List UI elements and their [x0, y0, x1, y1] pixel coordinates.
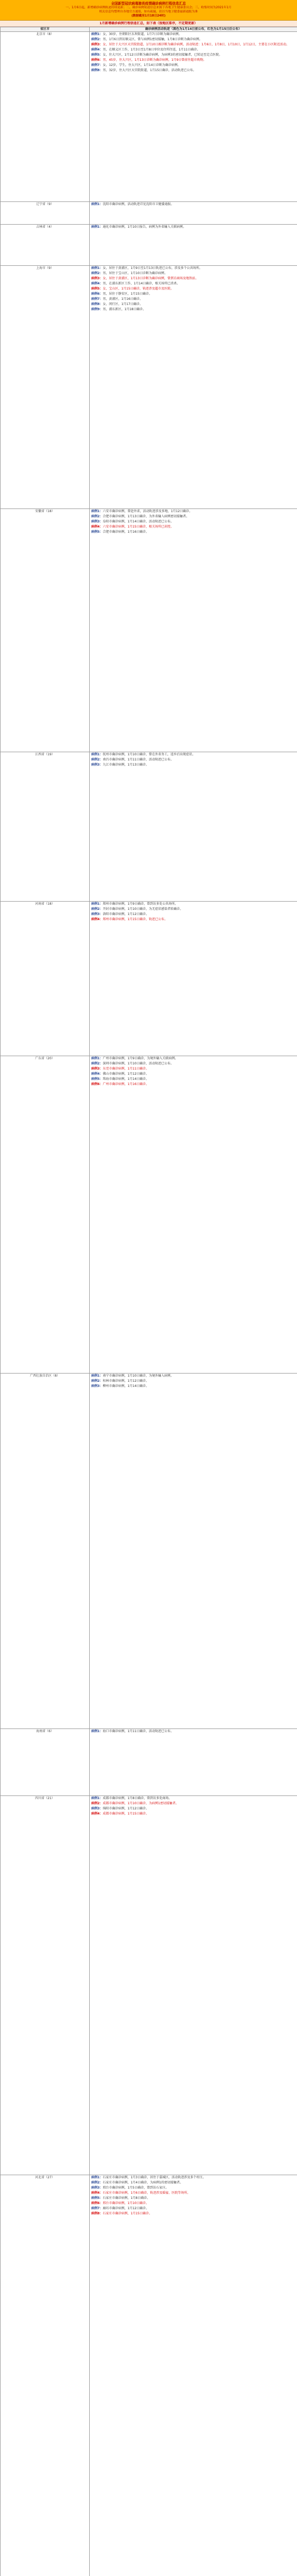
case-text: 洛阳市确诊病例，1月12日确诊。	[103, 912, 149, 917]
case-entry	[91, 297, 295, 301]
province-cell: 江西省（19）	[1, 752, 90, 902]
case-entry	[91, 525, 295, 529]
case-label: 病例5：	[91, 1077, 103, 1081]
case-text: 成都市确诊病例，1月15日确诊。	[103, 1812, 149, 1816]
case-entry	[91, 1797, 295, 1801]
case-entry	[91, 1072, 295, 1076]
table-row	[1, 32, 297, 202]
case-label: 病例2：	[91, 1802, 103, 1806]
cases-cell	[90, 202, 297, 225]
case-entry	[91, 202, 295, 207]
case-text: 男，在浦东新区工作，1月14日确诊，相关场所已消杀。	[103, 282, 180, 286]
case-label: 病例1：	[91, 1730, 103, 1734]
case-text: 绵阳市确诊病例，1月12日确诊。	[103, 1807, 149, 1811]
cases-cell	[90, 509, 297, 752]
case-label: 病例7：	[91, 63, 103, 67]
case-label: 病例8：	[91, 69, 103, 73]
case-label: 病例2：	[91, 1062, 103, 1066]
case-text: 南宁市确诊病例，1月10日确诊，为境外输入病例。	[103, 1374, 174, 1378]
case-text: 成都市确诊病例，1月10日确诊，为病例1密切接触者。	[103, 1802, 179, 1806]
case-text: 女，居住于黄浦区，1月9日至1月13日轨迹已公布，涉及多个公共场所。	[103, 266, 203, 270]
case-label: 病例7：	[91, 297, 103, 301]
table-row	[1, 225, 297, 266]
case-text: 邢台市确诊病例，1月5日确诊，曾到访石家庄。	[103, 2186, 169, 2190]
case-text: 石家庄市确诊病例，1月15日确诊。	[103, 2212, 152, 2216]
case-text: 东莞市确诊病例，1月11日确诊。	[103, 1067, 149, 1071]
case-label: 病例6：	[91, 1082, 103, 1087]
cases-cell	[90, 1374, 297, 1729]
cases-cell	[90, 1796, 297, 2175]
cases-cell	[90, 1056, 297, 1374]
case-text: 广州市确诊病例，1月9日确诊，为境外输入关联病例。	[103, 1057, 178, 1061]
case-entry	[91, 2212, 295, 2216]
province-cell: 四川省（21）	[1, 1796, 90, 2175]
case-label: 病例1：	[91, 202, 103, 207]
case-entry	[91, 1379, 295, 1383]
case-text: 女，闵行区，1月17日确诊。	[103, 302, 143, 307]
case-text: 男，1月6日到访顺义区，曾与病例1密切接触，1月8日诊断为确诊病例。	[103, 38, 203, 42]
case-text: 郑州市确诊病例，1月15日确诊，轨迹已公布。	[103, 918, 168, 922]
case-entry	[91, 1374, 295, 1378]
case-entry	[91, 272, 295, 276]
case-entry	[91, 1057, 295, 1061]
case-text: 海口市确诊病例，1月11日确诊，活动轨迹已公布。	[103, 1730, 174, 1734]
case-label: 病例8：	[91, 2212, 103, 2216]
table-row	[1, 266, 297, 509]
province-cell: 广东省（20）	[1, 1056, 90, 1374]
table-row	[1, 509, 297, 752]
case-label: 病例3：	[91, 1067, 103, 1071]
case-label: 病例1：	[91, 32, 103, 37]
case-text: 佛山市确诊病例，1月12日确诊。	[103, 1072, 149, 1076]
case-entry	[91, 2186, 295, 2190]
case-label: 病例4：	[91, 48, 103, 52]
case-entry	[91, 510, 295, 514]
case-text: 石家庄市确诊病例，1月4日确诊，为病例1的密切接触者。	[103, 2181, 183, 2185]
case-text: 邢台市确诊病例，1月10日确诊。	[103, 2201, 149, 2206]
case-entry	[91, 69, 295, 73]
case-label: 病例3：	[91, 1384, 103, 1388]
case-label: 病例3：	[91, 1807, 103, 1811]
case-entry	[91, 1082, 295, 1087]
case-label: 病例1：	[91, 266, 103, 270]
case-text: 男，32岁，住大兴区天宫院街道，1月15日确诊，活动轨迹已公布。	[103, 69, 196, 73]
case-text: 石家庄市确诊病例，1月3日确诊，居住于藁城区，活动轨迹涉及多个村庄。	[103, 2176, 206, 2180]
case-text: 阜阳市确诊病例，1月14日确诊，活动轨迹已公布。	[103, 520, 174, 524]
case-entry	[91, 515, 295, 519]
case-label: 病例3：	[91, 2186, 103, 2190]
province-cell: 吉林省（4）	[1, 225, 90, 266]
case-text: 合肥市确诊病例，1月13日确诊，为外省输入病例密切接触者。	[103, 515, 189, 519]
case-entry	[91, 53, 295, 57]
case-label: 病例2：	[91, 1379, 103, 1383]
case-table	[0, 27, 297, 2576]
cases-cell	[90, 32, 297, 202]
case-label: 病例2：	[91, 907, 103, 911]
case-text: 六安市确诊病例，1月15日确诊，相关场所已封控。	[103, 525, 174, 529]
case-entry	[91, 32, 295, 37]
table-row	[1, 202, 297, 225]
case-text: 男，居住于静安区，1月15日确诊。	[103, 292, 152, 296]
case-text: 石家庄市确诊病例，1月8日确诊。	[103, 2196, 150, 2200]
case-text: 南昌市确诊病例，1月11日确诊，活动轨迹已公布。	[103, 758, 174, 762]
case-entry	[91, 43, 295, 47]
case-label: 病例2：	[91, 758, 103, 762]
case-entry	[91, 1730, 295, 1734]
case-text: 女，宝山区，1月15日确诊，轨迹涉及超市及医院。	[103, 287, 174, 291]
case-entry	[91, 753, 295, 757]
case-entry	[91, 282, 295, 286]
case-label: 病例2：	[91, 515, 103, 519]
section-banner: 1月新增确诊病例行程信息汇总，如下表（按地区排序，不定期更新）	[0, 21, 297, 27]
case-text: 成都市确诊病例，1月8日确诊，曾到访多处商场。	[103, 1797, 172, 1801]
case-text: 男，黄浦区，1月16日确诊。	[103, 297, 143, 301]
case-label: 病例1：	[91, 1797, 103, 1801]
case-label: 病例6：	[91, 292, 103, 296]
cases-cell	[90, 902, 297, 1056]
case-entry	[91, 918, 295, 922]
province-cell: 广西壮族自治区（8）	[1, 1374, 90, 1729]
case-entry	[91, 292, 295, 296]
table-row	[1, 1056, 297, 1374]
case-text: 合肥市确诊病例，1月16日确诊。	[103, 530, 149, 534]
case-label: 病例7：	[91, 2207, 103, 2211]
province-cell: 河南省（18）	[1, 902, 90, 1056]
case-label: 病例6：	[91, 58, 103, 62]
table-body	[1, 32, 297, 2576]
case-text: 桂林市确诊病例，1月12日确诊。	[103, 1379, 149, 1383]
case-text: 抚州市确诊病例，1月10日确诊，曾在外省务工，返乡后出现症状。	[103, 753, 195, 757]
case-text: 男，在顺义区工作，1月3日至1月8日单位及住所往返，1月11日确诊。	[103, 48, 200, 52]
case-label: 病例2：	[91, 38, 103, 42]
case-label: 病例1：	[91, 2176, 103, 2180]
province-cell: 海南省（6）	[1, 1729, 90, 1796]
table-row	[1, 1374, 297, 1729]
province-cell: 辽宁省（9）	[1, 202, 90, 225]
case-label: 病例4：	[91, 918, 103, 922]
table-row	[1, 1796, 297, 2175]
case-label: 病例5：	[91, 53, 103, 57]
case-text: 珠海市确诊病例，1月14日确诊。	[103, 1077, 149, 1081]
case-entry	[91, 302, 295, 307]
case-entry	[91, 2207, 295, 2211]
case-label: 病例6：	[91, 2201, 103, 2206]
case-entry	[91, 1802, 295, 1806]
case-entry	[91, 907, 295, 911]
header-line-4: (数据截至1月18日24时)	[131, 14, 166, 18]
province-cell: 北京市（8）	[1, 32, 90, 202]
col-header-cases: 确诊病例活动轨迹（黑色为1月14日前公布，红色为1月15日后公布）	[90, 27, 297, 32]
cases-cell	[90, 752, 297, 902]
case-text: 九江市确诊病例，1月13日确诊。	[103, 763, 149, 767]
case-entry	[91, 287, 295, 291]
cases-cell	[90, 225, 297, 266]
case-entry	[91, 1062, 295, 1066]
case-text: 开封市确诊病例，1月10日确诊，为无症状感染者转确诊。	[103, 907, 183, 911]
case-entry	[91, 58, 295, 62]
case-text: 沈阳市确诊病例，活动轨迹详见沈阳市卫健委通报。	[103, 202, 174, 207]
case-text: 通化市确诊病例，1月10日报告，病例为外省输入关联病例。	[103, 225, 186, 229]
case-text: 女，30岁，住朝阳区东坝街道，1月7日诊断为确诊病例。	[103, 32, 182, 37]
case-text: 广州市确诊病例，1月16日确诊。	[103, 1082, 149, 1087]
case-text: 石家庄市确诊病例，1月6日确诊，轨迹涉及婚宴、医院等场所。	[103, 2191, 190, 2195]
case-entry	[91, 1812, 295, 1816]
case-label: 病例1：	[91, 225, 103, 229]
case-label: 病例3：	[91, 763, 103, 767]
province-cell: 河北省（27）	[1, 2175, 90, 2576]
case-text: 男，居住于宝山区，1月10日诊断为确诊病例。	[103, 272, 168, 276]
case-entry	[91, 266, 295, 270]
case-text: 廊坊市确诊病例，1月12日确诊。	[103, 2207, 149, 2211]
case-entry	[91, 758, 295, 762]
col-header-province: 省区市	[1, 27, 90, 32]
case-text: 女，住大兴区，1月12日诊断为确诊病例，为病例3的密切接触者，已转运至定点医院。	[103, 53, 222, 57]
case-entry	[91, 1067, 295, 1071]
case-entry	[91, 308, 295, 312]
case-label: 病例2：	[91, 2181, 103, 2185]
table-row	[1, 1729, 297, 1796]
case-text: 男，浦东新区，1月18日确诊。	[103, 308, 146, 312]
case-entry	[91, 2176, 295, 2180]
case-entry	[91, 1807, 295, 1811]
case-text: 男，45岁，住大兴区，1月13日诊断为确诊病例，1月9日曾前往超市购物。	[103, 58, 206, 62]
case-label: 病例4：	[91, 1812, 103, 1816]
case-entry	[91, 38, 295, 42]
case-entry	[91, 48, 295, 52]
case-label: 病例1：	[91, 1374, 103, 1378]
case-label: 病例3：	[91, 43, 103, 47]
case-label: 病例4：	[91, 2191, 103, 2195]
case-entry	[91, 530, 295, 534]
case-label: 病例4：	[91, 525, 103, 529]
case-label: 病例5：	[91, 530, 103, 534]
case-label: 病例5：	[91, 287, 103, 291]
header-banner	[0, 0, 297, 21]
cases-cell	[90, 1729, 297, 1796]
case-label: 病例3：	[91, 277, 103, 281]
cases-cell	[90, 266, 297, 509]
case-label: 病例2：	[91, 272, 103, 276]
table-row	[1, 2175, 297, 2576]
case-entry	[91, 2191, 295, 2195]
case-label: 病例1：	[91, 1057, 103, 1061]
case-entry	[91, 63, 295, 67]
table-row	[1, 752, 297, 902]
table-row	[1, 902, 297, 1056]
case-label: 病例4：	[91, 282, 103, 286]
case-label: 病例3：	[91, 520, 103, 524]
case-entry	[91, 1384, 295, 1388]
case-entry	[91, 2181, 295, 2185]
header-line-3: 相关信息均整理自各地官方通报，如有疏漏，请以当地卫健委最新通报为准	[99, 10, 198, 13]
case-entry	[91, 2201, 295, 2206]
case-label: 病例1：	[91, 902, 103, 906]
province-cell: 上海市（9）	[1, 266, 90, 509]
cases-cell	[90, 2175, 297, 2576]
case-text: 深圳市确诊病例，1月10日确诊，活动轨迹已公布。	[103, 1062, 174, 1066]
case-label: 病例1：	[91, 510, 103, 514]
case-entry	[91, 225, 295, 229]
case-label: 病例1：	[91, 753, 103, 757]
case-label: 病例3：	[91, 912, 103, 917]
case-label: 病例4：	[91, 1072, 103, 1076]
header-title: 全国新型冠状病毒肺炎疫情确诊病例行程信息汇总	[111, 2, 186, 6]
case-entry	[91, 912, 295, 917]
header-line-2: 一、1月6日起，新增确诊病例轨迹持续更新；二、确诊病例轨迹信息来源于各地卫生健康委员会；三、收集时间为2021年1月	[65, 6, 232, 9]
province-cell: 安徽省（18）	[1, 509, 90, 752]
case-text: 六安市确诊病例，曾赴外省，活动轨迹涉及多地，1月12日确诊。	[103, 510, 192, 514]
case-entry	[91, 2196, 295, 2200]
case-text: 女，居住于大兴区天宫院街道，1月10日被诊断为确诊病例，活动轨迹：1月6日，1月8日，1月10日，1月12日，主要在小区附近活动。	[103, 43, 289, 47]
case-text: 女，居住于黄浦区，1月13日诊断为确诊病例，曾到访商场及地铁站。	[103, 277, 199, 281]
case-entry	[91, 763, 295, 767]
case-entry	[91, 1077, 295, 1081]
case-label: 病例9：	[91, 308, 103, 312]
case-text: 柳州市确诊病例，1月14日确诊。	[103, 1384, 149, 1388]
case-label: 病例5：	[91, 2196, 103, 2200]
case-text: 郑州市确诊病例，1月9日确诊，曾到访多处公共场所。	[103, 902, 178, 906]
case-label: 病例8：	[91, 302, 103, 307]
case-entry	[91, 902, 295, 906]
table-header-row	[1, 27, 297, 32]
case-entry	[91, 520, 295, 524]
case-text: 女，12岁，学生，住大兴区，1月14日诊断为确诊病例。	[103, 63, 181, 67]
case-entry	[91, 277, 295, 281]
